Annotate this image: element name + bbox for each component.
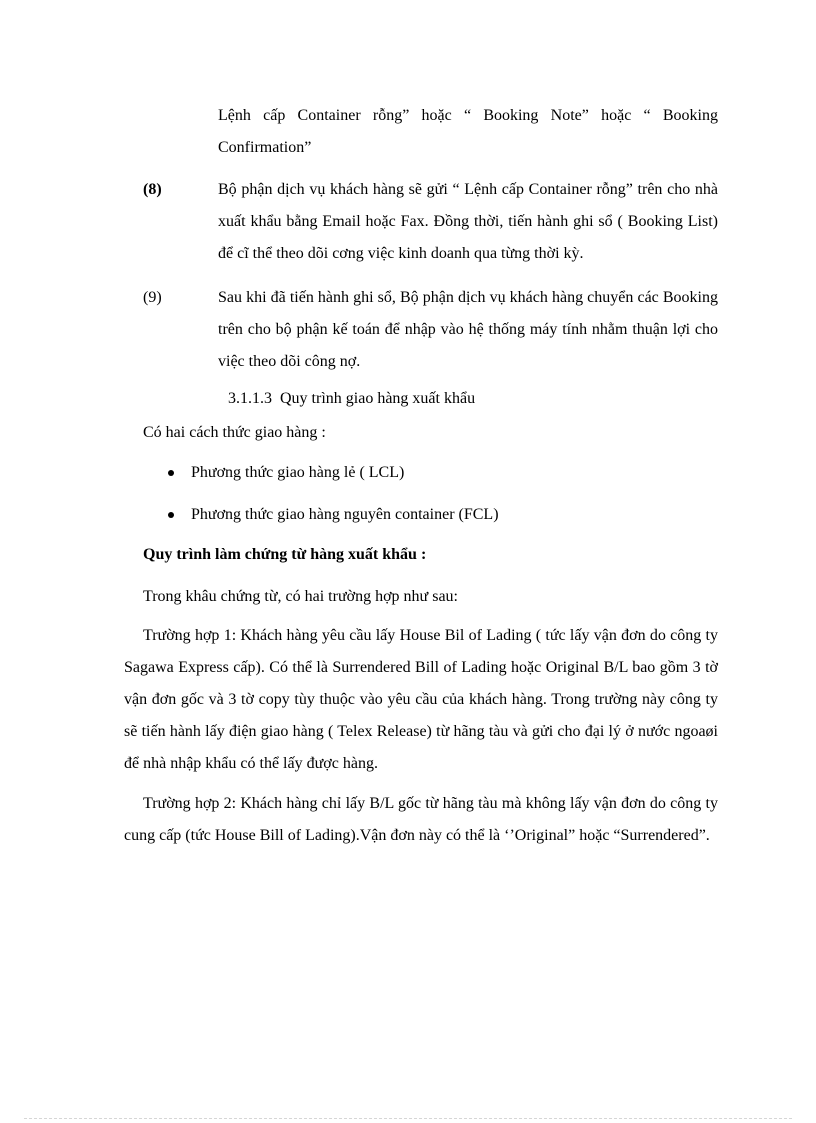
item-number: (9): [143, 289, 162, 306]
cases-intro-line: Trong khâu chứng từ, có hai trường hợp như sau:: [143, 588, 458, 605]
section-title: Quy trình giao hàng xuất khẩu: [280, 390, 476, 407]
numbered-item-9: [143, 282, 718, 378]
procedure-heading: Quy trình làm chứng từ hàng xuất khẩu :: [143, 546, 427, 563]
intro-line: Có hai cách thức giao hàng :: [143, 424, 326, 441]
section-subheading: [228, 386, 475, 412]
delivery-methods-list: [162, 460, 499, 544]
list-item-text: Phương thức giao hàng lẻ ( LCL): [191, 464, 405, 481]
list-item: [162, 502, 499, 544]
list-item: [162, 460, 499, 502]
section-number: 3.1.1.3: [228, 390, 272, 407]
item-text: Bộ phận dịch vụ khách hàng sẽ gửi “ Lệnh cấp Container rỗng” trên cho nhà xuất khẩu bằng Email hoặc Fax. Đồng thời, tiến hành ghi sổ ( Booking List) để cĩ thể theo dõi cơng việc kinh doanh qua từng thời kỳ.: [218, 181, 718, 262]
numbered-item-8: [143, 174, 718, 270]
case-1-paragraph: Trường hợp 1: Khách hàng yêu cầu lấy House Bil of Lading ( tức lấy vận đơn do công ty Sagawa Express cấp). Có thể là Surrendered Bill of Lading hoặc Original B/L bao gồm 3 tờ vận đơn gốc và 3 tờ copy tùy thuộc vào yêu cầu của khách hàng. Trong trường này công ty sẽ tiến hành lấy điện giao hàng ( Telex Release) từ hãng tàu và gửi cho đại lý ở nước ngoaøi để nhà nhập khẩu có thể lấy được hàng.: [124, 627, 718, 772]
continuation-paragraph: Lệnh cấp Container rỗng” hoặc “ Booking Note” hoặc “ Booking Confirmation”: [218, 107, 718, 156]
list-item-text: Phương thức giao hàng nguyên container (FCL): [191, 506, 499, 523]
bullet-icon: [168, 470, 174, 476]
case-2-paragraph: Trường hợp 2: Khách hàng chỉ lấy B/L gốc từ hãng tàu mà không lấy vận đơn do công ty cung cấp (tức House Bill of Lading).Vận đơn này có thể là ‘’Original” hoặc “Surrendered”.: [124, 795, 718, 844]
item-text: Sau khi đã tiến hành ghi sổ, Bộ phận dịch vụ khách hàng chuyển các Booking trên cho bộ phận kế toán để nhập vào hệ thống máy tính nhằm thuận lợi cho việc theo dõi công nợ.: [218, 289, 718, 370]
item-number: (8): [143, 181, 162, 198]
page-bottom-divider: [24, 1118, 792, 1119]
bullet-icon: [168, 512, 174, 518]
